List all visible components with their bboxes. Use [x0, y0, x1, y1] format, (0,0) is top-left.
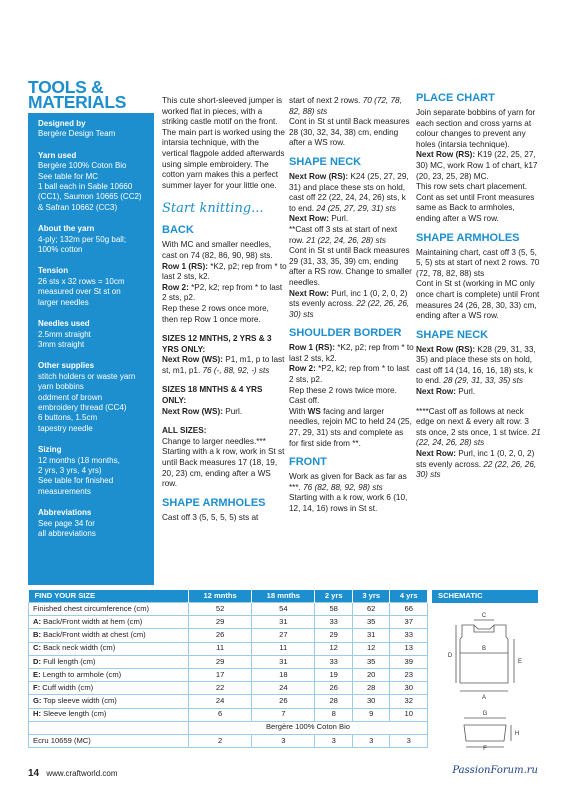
- table-cell: 30: [390, 682, 428, 695]
- column-2: [289, 96, 414, 515]
- next-row-instruction: Next Row (WS): P1, m1, p to last st, m1, p1. 76 (-, 88, 92, -) sts: [162, 355, 285, 375]
- next-row-instruction: Next Row (WS): Purl.: [162, 406, 243, 416]
- shape-neck-heading: SHAPE NECK: [289, 155, 362, 168]
- designer-name: Bergère Design Team: [38, 129, 116, 139]
- table-header: FIND YOUR SIZE: [29, 590, 189, 603]
- neck-instruction: Next Row (RS): K24 (25, 27, 29, 31) and place these sts on hold, cast off 22 (22, 24, 24, 26) sts, k to end. 24 (25, 27, 29, 31) sts: [289, 171, 409, 213]
- table-cell: 26: [189, 629, 252, 642]
- sizing-line: 2 yrs, 3 yrs, 4 yrs): [38, 465, 102, 475]
- table-cell: 35: [352, 616, 390, 629]
- sizes-heading: SIZES 18 MNTHS & 4 YRS ONLY:: [162, 385, 263, 406]
- all-sizes-paragraph: Change to larger needles.*** Starting with a k row, work in St st until Back measures 17 (18, 19, 20, 23) cm, ending after a WS row.: [162, 436, 285, 489]
- continue-paragraph: Cont in St st (working in MC only once chart is complete) until Front measures 24 (26, 28, 30, 33) cm, ending after a WS row.: [416, 279, 540, 321]
- measurement-label: B: Back/Front width at chest (cm): [29, 629, 189, 642]
- purl-instruction: Next Row: Purl.: [289, 214, 349, 224]
- yarn-line: Bergère 100% Coton Bio: [38, 161, 127, 171]
- table-row: [29, 642, 428, 655]
- column-1: [162, 96, 287, 523]
- back-paragraph: With MC and smaller needles, cast on 74 (82, 86, 90, 98) sts.: [162, 240, 273, 260]
- row-2-instruction: Row 2: *P2, k2; rep from * to last 2 sts, p2.: [162, 282, 283, 303]
- continue-paragraph: Cont in St st until Back measures 29 (31, 33, 35, 39) cm, ending after a RS row. Change to smaller needles.: [289, 246, 412, 287]
- table-cell: 39: [390, 655, 428, 668]
- yarn-line: See table for MC: [38, 171, 99, 181]
- label-f: F: [483, 745, 487, 751]
- purl-instruction: Next Row: Purl.: [416, 387, 476, 397]
- table-cell: 3: [315, 734, 353, 747]
- tension-line: 26 sts x 32 rows = 10cm: [38, 276, 125, 286]
- place-chart-paragraph: Join separate bobbins of yarn for each section and cross yarns at colour changes to prevent any holes (intarsia technique).: [416, 108, 536, 149]
- table-cell: 29: [189, 616, 252, 629]
- table-cell: 31: [252, 616, 315, 629]
- next-row-instruction: Next Row: Purl, inc 1 (0, 2, 0, 2) sts evenly across. 22 (22, 26, 26, 30) sts: [289, 288, 410, 319]
- back-heading: BACK: [162, 224, 194, 237]
- table-cell: 62: [352, 603, 390, 616]
- table-cell: 52: [189, 603, 252, 616]
- table-cell: 23: [390, 668, 428, 681]
- needles-line: 2.5mm straight: [38, 329, 91, 339]
- label-c: C: [481, 612, 487, 619]
- yarn-used-heading: Yarn used: [38, 150, 77, 160]
- table-header: 2 yrs: [315, 590, 353, 603]
- table-cell: 19: [315, 668, 353, 681]
- sizing-heading: Sizing: [38, 445, 62, 455]
- schematic-drawing: [432, 603, 538, 751]
- chart-placement-paragraph: This row sets chart placement. Cont as set until Front measures same as Back to armholes, ending after a WS row.: [416, 182, 535, 223]
- supply-line: 6 buttons, 1.5cm: [38, 413, 98, 423]
- table-cell: 7: [252, 708, 315, 721]
- shape-armholes-heading: SHAPE ARMHOLES: [416, 231, 520, 244]
- table-cell: 29: [189, 655, 252, 668]
- needles-heading: Needles used: [38, 319, 90, 329]
- table-row: [29, 734, 428, 747]
- table-row: [29, 629, 428, 642]
- armholes-paragraph: Maintaining chart, cast off 3 (5, 5, 5, 5) sts at start of next 2 rows. 70 (72, 78, 82, 88) sts: [416, 247, 540, 278]
- table-cell: 13: [390, 642, 428, 655]
- table-cell: 27: [252, 629, 315, 642]
- rejoin-instruction: With WS facing and larger needles, rejoin MC to held 24 (25, 27, 29, 31) sts and complete as for first side from **.: [289, 406, 412, 448]
- supply-line: stitch holders or waste yarn: [38, 371, 136, 381]
- abbreviations-heading: Abbreviations: [38, 508, 92, 518]
- table-header: 3 yrs: [352, 590, 390, 603]
- table-cell: 29: [315, 629, 353, 642]
- size-section: [28, 590, 538, 751]
- table-cell: 31: [252, 655, 315, 668]
- cast-off-instruction: **Cast off 3 sts at start of next row. 21 (22, 24, 26, 28) sts: [289, 224, 398, 245]
- shape-armholes-heading: SHAPE ARMHOLES: [162, 496, 266, 509]
- table-header: 12 mnths: [189, 590, 252, 603]
- needles-line: 3mm straight: [38, 339, 85, 349]
- table-cell: 3: [390, 734, 428, 747]
- repeat-instruction: Rep these 2 rows once more, then rep Row 1 once more.: [162, 303, 269, 324]
- supply-line: embroidery thread (CC4): [38, 402, 127, 412]
- table-cell: 10: [390, 708, 428, 721]
- table-cell: 26: [252, 695, 315, 708]
- measurement-label: D: Full length (cm): [29, 655, 189, 668]
- supply-line: yarn bobbins: [38, 382, 84, 392]
- table-cell: 3: [352, 734, 390, 747]
- page-footer: [28, 769, 117, 780]
- watermark: PassionForum.ru: [452, 765, 538, 776]
- table-header: 4 yrs: [390, 590, 428, 603]
- table-cell: 58: [315, 603, 353, 616]
- next-row-instruction: Next Row (RS): K19 (22, 25, 27, 30) MC, work Row 1 of chart, k17 (20, 23, 25, 28) MC.: [416, 150, 538, 181]
- intro-paragraph: This cute short-sleeved jumper is worked flat in pieces, with a striking castle motif on the front. The main part is worked using the intarsia technique, with the vertical flagpole added afterwards using simple embroidery. The cotton yarn makes this a perfect summer layer for your little one.: [162, 96, 285, 190]
- table-cell: 26: [315, 682, 353, 695]
- table-cell: 24: [252, 682, 315, 695]
- table-cell: 32: [390, 695, 428, 708]
- label-a: A: [481, 694, 487, 701]
- measurement-label: C: Back neck width (cm): [29, 642, 189, 655]
- next-row-instruction: Next Row: Purl, inc 1 (0, 2, 0, 2) sts evenly across. 22 (22, 26, 26, 30) sts: [416, 449, 537, 480]
- table-cell: 31: [352, 629, 390, 642]
- start-knitting-heading: Start knitting...: [162, 201, 264, 217]
- schematic-title: SCHEMATIC: [432, 590, 538, 603]
- tension-heading: Tension: [38, 266, 69, 276]
- table-cell: 35: [352, 655, 390, 668]
- supply-line: oddment of brown: [38, 392, 103, 402]
- designed-by-heading: Designed by: [38, 119, 86, 128]
- measurement-label: G: Top sleeve width (cm): [29, 695, 189, 708]
- neck-instruction: Next Row (RS): K28 (29, 31, 33, 35) and place these sts on hold, cast off 14 (14, 16, 16, 18) sts, k to end. 28 (29, 31, 33, 35) sts: [416, 344, 536, 386]
- table-cell: 54: [252, 603, 315, 616]
- table-row: [29, 708, 428, 721]
- measurement-label: Finished chest circumference (cm): [29, 603, 189, 616]
- table-cell: 6: [189, 708, 252, 721]
- table-row: [29, 682, 428, 695]
- table-cell: 11: [252, 642, 315, 655]
- label-h: H: [514, 730, 520, 737]
- label-e: E: [517, 658, 523, 665]
- armholes-continued: start of next 2 rows. 70 (72, 78, 82, 88) sts: [289, 96, 402, 116]
- abbr-line: See page 34 for: [38, 518, 95, 528]
- table-row: [29, 668, 428, 681]
- front-paragraph-2: Starting with a k row, work 6 (10, 12, 14, 16) rows in St st.: [289, 493, 408, 513]
- sizing-line: See table for finished: [38, 476, 114, 486]
- table-cell: 22: [189, 682, 252, 695]
- measurement-label: E: Length to armhole (cm): [29, 668, 189, 681]
- table-cell: 2: [189, 734, 252, 747]
- page-title: TOOLS & MATERIALS: [28, 77, 127, 112]
- table-cell: 30: [352, 695, 390, 708]
- armholes-paragraph: Cast off 3 (5, 5, 5, 5) sts at: [162, 512, 259, 522]
- shape-neck-heading: SHAPE NECK: [416, 328, 489, 341]
- yarn-line: (CC1), Saumon 10665 (CC2): [38, 192, 142, 202]
- garment-outline: [460, 625, 508, 683]
- column-3: [416, 92, 541, 481]
- table-cell: 37: [390, 616, 428, 629]
- schematic-panel: [432, 590, 538, 751]
- table-cell: 33: [315, 655, 353, 668]
- about-yarn-heading: About the yarn: [38, 224, 95, 234]
- tools-materials-panel: [28, 113, 154, 585]
- table-cell: 28: [352, 682, 390, 695]
- label-g: G: [482, 710, 488, 717]
- table-cell: 33: [315, 616, 353, 629]
- place-chart-heading: PLACE CHART: [416, 92, 495, 104]
- measurement-label: H: Sleeve length (cm): [29, 708, 189, 721]
- repeat-instruction: Rep these 2 rows twice more. Cast off.: [289, 385, 397, 406]
- front-heading: FRONT: [289, 456, 327, 469]
- continue-paragraph: Cont in St st until Back measures 28 (30, 32, 34, 38) cm, ending after a WS row.: [289, 117, 410, 148]
- table-cell: 8: [315, 708, 353, 721]
- table-row: [29, 695, 428, 708]
- yarn-line: 1 ball each in Sable 10660: [38, 182, 133, 192]
- sizes-heading: SIZES 12 MNTHS, 2 YRS & 3 YRS ONLY:: [162, 334, 272, 354]
- size-table: [28, 590, 428, 748]
- sizing-line: 12 months (18 months,: [38, 455, 120, 465]
- label-b: B: [481, 645, 487, 652]
- page-number: 14: [28, 768, 40, 779]
- table-row: [29, 721, 428, 734]
- table-cell: 28: [315, 695, 353, 708]
- about-yarn-line: 100% cotton: [38, 245, 83, 255]
- yarn-brand-cell: Bergère 100% Coton Bio: [189, 721, 428, 734]
- table-header: 18 mnths: [252, 590, 315, 603]
- measurement-label: F: Cuff width (cm): [29, 682, 189, 695]
- abbr-line: all abbreviations: [38, 529, 96, 538]
- sleeve-outline: [464, 725, 506, 741]
- label-d: D: [447, 652, 453, 659]
- row-2-instruction: Row 2: *P2, k2; rep from * to last 2 sts, p2.: [289, 364, 410, 385]
- all-sizes-heading: ALL SIZES:: [162, 426, 207, 436]
- table-cell: [29, 721, 189, 734]
- table-row: [29, 603, 428, 616]
- measurement-label: A: Back/Front width at hem (cm): [29, 616, 189, 629]
- table-cell: 17: [189, 668, 252, 681]
- about-yarn-line: 4-ply; 132m per 50g ball;: [38, 234, 127, 244]
- table-cell: 3: [252, 734, 315, 747]
- table-cell: 20: [352, 668, 390, 681]
- sizing-line: measurements: [38, 486, 91, 496]
- table-cell: 11: [189, 642, 252, 655]
- front-paragraph: Work as given for Back as far as ***. 76 (82, 88, 92, 98) sts: [289, 472, 407, 492]
- table-cell: 33: [390, 629, 428, 642]
- yarn-line: & Safran 10662 (CC3): [38, 202, 118, 212]
- table-cell: 12: [352, 642, 390, 655]
- table-cell: 66: [390, 603, 428, 616]
- supply-line: tapestry needle: [38, 423, 93, 433]
- row-1-instruction: Row 1 (RS): *K2, p2; rep from * to last 2 sts, k2.: [289, 343, 414, 363]
- row-1-instruction: Row 1 (RS): *K2, p2; rep from * to last 2 sts, k2.: [162, 261, 287, 282]
- table-cell: 18: [252, 668, 315, 681]
- other-supplies-heading: Other supplies: [38, 361, 95, 371]
- tension-line: measured over St st on: [38, 287, 121, 297]
- table-cell: 24: [189, 695, 252, 708]
- tension-line: larger needles: [38, 297, 89, 307]
- table-row: [29, 655, 428, 668]
- table-cell: 9: [352, 708, 390, 721]
- table-row: [29, 616, 428, 629]
- cast-off-instruction: ****Cast off as follows at neck edge on next & every alt row: 3 sts once, 2 sts once, 1 st twice. 21 (22, 24, 26, 28) sts: [416, 406, 541, 448]
- footer-url[interactable]: www.craftworld.com: [46, 769, 118, 778]
- table-cell: 12: [315, 642, 353, 655]
- yarn-colour-label: Ecru 10659 (MC): [29, 734, 189, 747]
- shoulder-border-heading: SHOULDER BORDER: [289, 327, 402, 340]
